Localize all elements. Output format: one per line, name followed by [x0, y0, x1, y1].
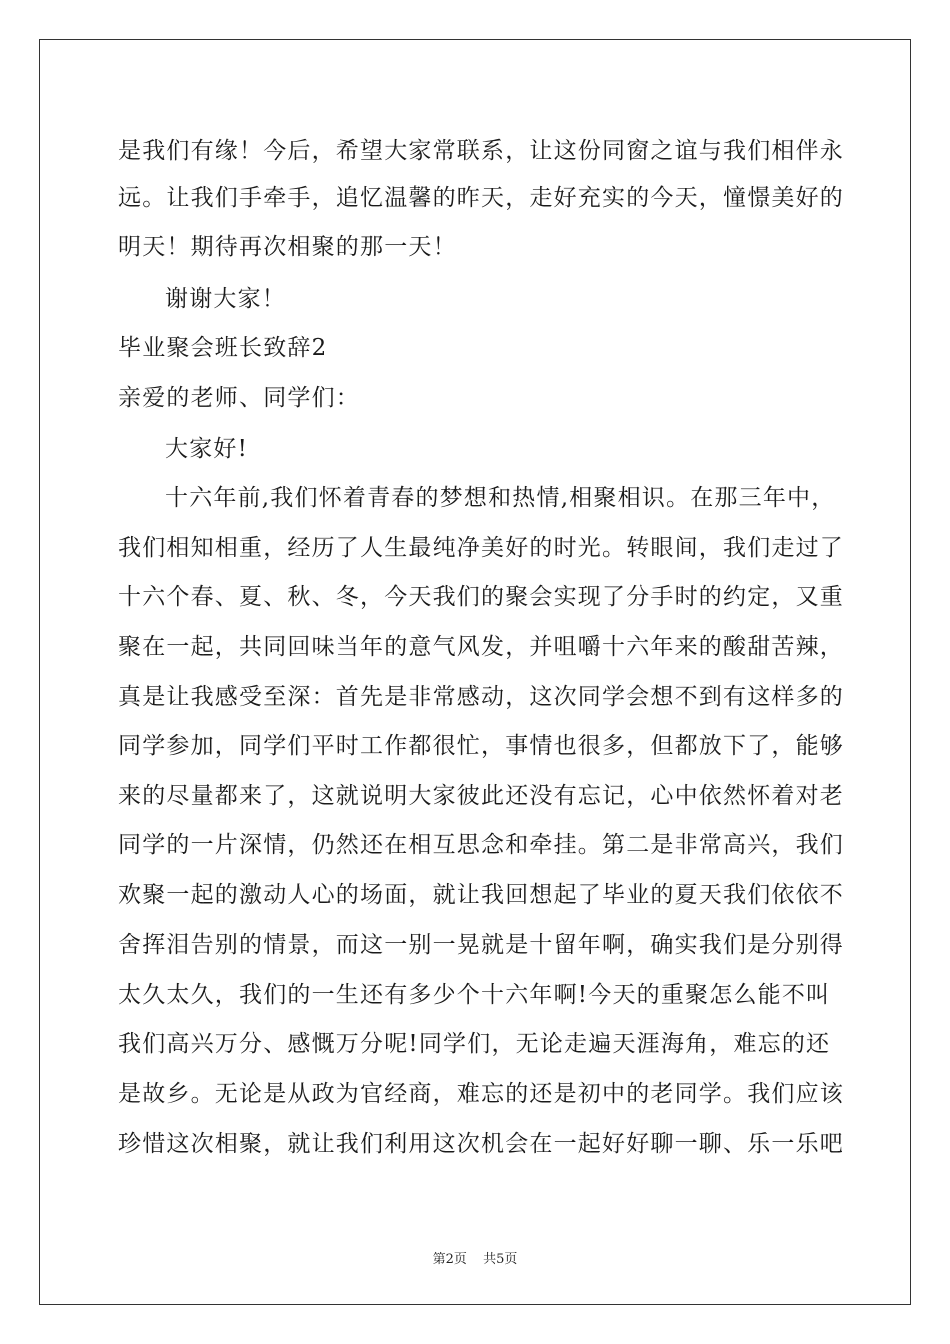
- body-line: 远。让我们手牵手，追忆温馨的昨天，走好充实的今天，憧憬美好的: [118, 185, 844, 211]
- body-line: 我们高兴万分、感慨万分呢!同学们，无论走遍天涯海角，难忘的还: [118, 1031, 831, 1057]
- section-title: 毕业聚会班长致辞2: [118, 335, 328, 361]
- page-border: [39, 39, 911, 1305]
- page-footer: [0, 1248, 950, 1267]
- body-line: 同学参加，同学们平时工作都很忙，事情也很多，但都放下了，能够: [118, 733, 844, 759]
- body-line: 是故乡。无论是从政为官经商，难忘的还是初中的老同学。我们应该: [118, 1081, 844, 1107]
- salutation: 亲爱的老师、同学们：: [118, 385, 360, 411]
- body-line: 十六年前,我们怀着青春的梦想和热情,相聚相识。在那三年中，: [165, 485, 836, 511]
- body-line: 真是让我感受至深：首先是非常感动，这次同学会想不到有这样多的: [118, 684, 844, 710]
- page-number: 第2页: [432, 1252, 467, 1267]
- body-line: 来的尽量都来了，这就说明大家彼此还没有忘记，心中依然怀着对老: [118, 783, 844, 809]
- body-line: 欢聚一起的激动人心的场面，就让我回想起了毕业的夏天我们依依不: [118, 882, 844, 908]
- body-line: 我们相知相重，经历了人生最纯净美好的时光。转眼间，我们走过了: [118, 535, 844, 561]
- body-line: 十六个春、夏、秋、冬，今天我们的聚会实现了分手时的约定，又重: [118, 584, 844, 610]
- body-line: 珍惜这次相聚，就让我们利用这次机会在一起好好聊一聊、乐一乐吧: [118, 1131, 844, 1157]
- body-line: 太久太久，我们的一生还有多少个十六年啊!今天的重聚怎么能不叫: [118, 982, 831, 1008]
- body-line: 聚在一起，共同回味当年的意气风发，并咀嚼十六年来的酸甜苦辣，: [118, 634, 844, 660]
- greeting: 大家好!: [165, 436, 249, 462]
- body-line: 舍挥泪告别的情景，而这一别一晃就是十留年啊，确实我们是分别得: [118, 932, 844, 958]
- body-line: 是我们有缘！今后，希望大家常联系，让这份同窗之谊与我们相伴永: [118, 138, 844, 164]
- closing-line: 谢谢大家！: [165, 286, 286, 312]
- page-total: 共5页: [483, 1252, 518, 1267]
- body-line: 明天！期待再次相聚的那一天！: [118, 234, 457, 260]
- body-line: 同学的一片深情，仍然还在相互思念和牵挂。第二是非常高兴，我们: [118, 832, 844, 858]
